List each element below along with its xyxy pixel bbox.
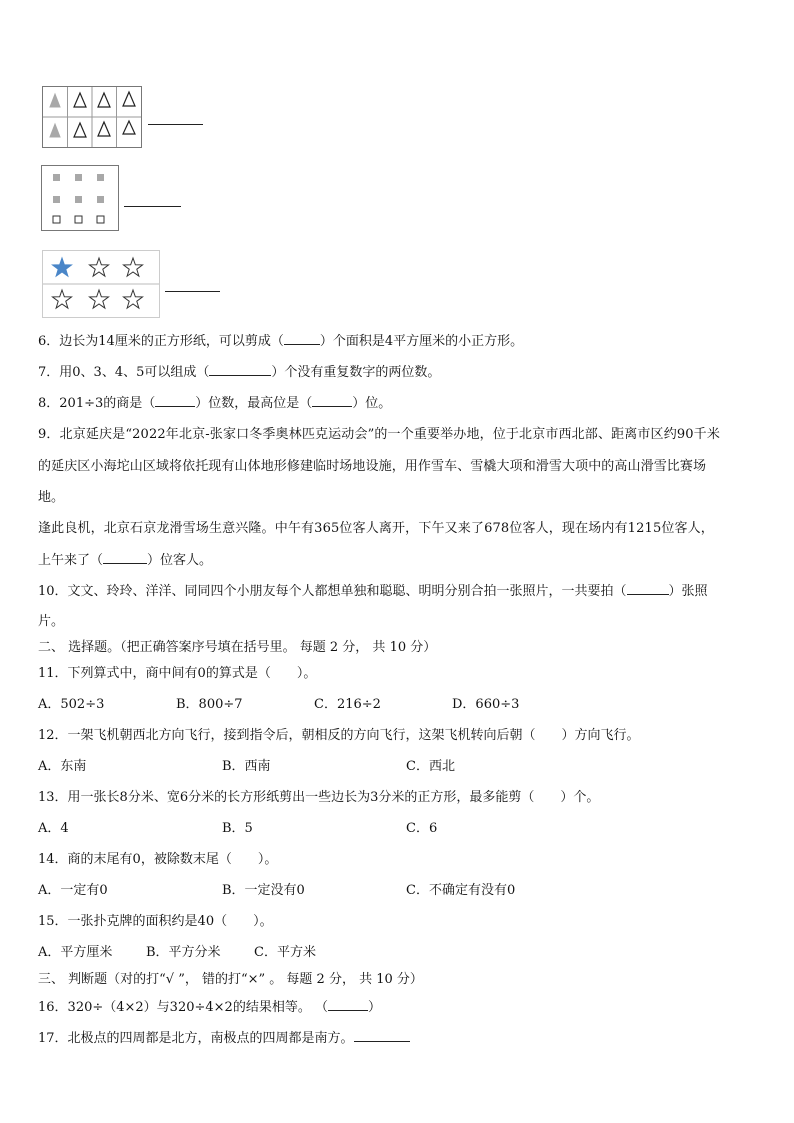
section-2-heading: 二、 选择题。（把正确答案序号填在括号里。 每题 2 分， 共 10 分） — [38, 640, 437, 655]
triangle-icon — [123, 121, 135, 134]
question-15-option-c[interactable]: C．平方米 — [254, 945, 316, 960]
answer-blank-2[interactable] — [124, 206, 181, 207]
star-icon — [123, 258, 142, 276]
question-13-option-a[interactable]: A．4 — [38, 821, 69, 836]
question-11-option-b[interactable]: B．800÷7 — [176, 697, 243, 712]
section-3-heading: 三、 判断题（对的打“√ ”， 错的打“×” 。 每题 2 分， 共 10 分） — [38, 972, 423, 987]
question-11-stem: 11．下列算式中，商中间有0的算式是（ ）。 — [38, 666, 317, 681]
square-icon — [97, 216, 104, 223]
square-grid-svg — [42, 166, 118, 230]
question-14-option-a[interactable]: A．一定有0 — [38, 883, 108, 898]
question-8: 8．201÷3的商是（ ）位数，最高位是（ ）位。 — [38, 396, 392, 411]
star-icon — [89, 290, 108, 308]
answer-blank-q6[interactable] — [284, 332, 320, 345]
square-icon — [75, 174, 82, 181]
question-16: 16．320÷（4×2）与320÷4×2的结果相等。 （ ） — [38, 1000, 381, 1015]
question-12-stem: 12．一架飞机朝西北方向飞行，接到指令后，朝相反的方向飞行，这架飞机转向后朝（ ）方向飞行。 — [38, 728, 640, 743]
square-icon — [53, 216, 60, 223]
question-13-option-c[interactable]: C．6 — [406, 821, 438, 836]
question-10-line-2: 片。 — [38, 614, 65, 629]
question-11-option-a[interactable]: A．502÷3 — [38, 697, 105, 712]
question-12-option-c[interactable]: C．西北 — [406, 759, 455, 774]
square-grid-figure — [41, 165, 119, 231]
triangle-icon — [50, 124, 60, 137]
answer-blank-q7[interactable] — [209, 363, 271, 376]
square-icon — [53, 174, 60, 181]
answer-blank-q10[interactable] — [627, 582, 669, 595]
question-13-stem: 13．用一张长8分米、宽6分米的长方形纸剪出一些边长为3分米的正方形，最多能剪（ ）个。 — [38, 790, 600, 805]
question-11-option-c[interactable]: C．216÷2 — [314, 697, 381, 712]
question-14-option-c[interactable]: C．不确定有没有0 — [406, 883, 516, 898]
question-9-line-1: 9．北京延庆是“2022年北京-张家口冬季奥林匹克运动会”的一个重要举办地，位于北京市西北部、距离市区约90千米 — [38, 427, 720, 442]
triangle-icon — [98, 122, 110, 136]
triangle-grid-svg — [43, 87, 141, 147]
square-icon — [53, 196, 60, 203]
question-7: 7．用0、3、4、5可以组成（ ）个没有重复数字的两位数。 — [38, 365, 441, 380]
question-9-line-5: 上午来了（ ）位客人。 — [38, 553, 213, 568]
star-grid-figure — [42, 250, 160, 318]
answer-blank-q9[interactable] — [103, 551, 147, 564]
question-9-line-2: 的延庆区小海坨山区域将依托现有山体地形修建临时场地设施，用作雪车、雪橇大项和滑雪大项中的高山滑雪比赛场 — [38, 459, 707, 474]
triangle-icon — [123, 92, 135, 106]
question-9-line-4: 逢此良机，北京石京龙滑雪场生意兴隆。中午有365位客人离开，下午又来了678位客人，现在场内有1215位客人， — [38, 521, 714, 536]
question-15-stem: 15．一张扑克牌的面积约是40（ ）。 — [38, 914, 273, 929]
question-9-line-3: 地。 — [38, 490, 65, 505]
star-icon — [89, 258, 108, 276]
question-15-option-b[interactable]: B．平方分米 — [146, 945, 221, 960]
triangle-icon — [74, 93, 86, 107]
answer-blank-q17[interactable] — [354, 1029, 410, 1042]
question-12-option-b[interactable]: B．西南 — [222, 759, 271, 774]
square-icon — [97, 196, 104, 203]
question-17: 17．北极点的四周都是北方，南极点的四周都是南方。 — [38, 1029, 410, 1048]
triangle-icon — [98, 93, 110, 107]
question-6: 6．边长为14厘米的正方形纸，可以剪成（ ）个面积是4平方厘米的小正方形。 — [38, 334, 524, 349]
question-10-line-1: 10．文文、玲玲、洋洋、同同四个小朋友每个人都想单独和聪聪、明明分别合拍一张照片，一共要拍（ ）张照 — [38, 584, 708, 599]
star-icon — [52, 290, 71, 308]
triangle-icon — [50, 94, 60, 107]
square-icon — [75, 196, 82, 203]
star-icon — [52, 258, 71, 276]
triangle-grid-figure — [42, 86, 142, 148]
question-14-stem: 14．商的末尾有0，被除数末尾（ ）。 — [38, 852, 278, 867]
answer-blank-1[interactable] — [148, 124, 203, 125]
question-12-option-a[interactable]: A．东南 — [38, 759, 87, 774]
question-13-option-b[interactable]: B．5 — [222, 821, 253, 836]
question-14-option-b[interactable]: B．一定没有0 — [222, 883, 305, 898]
answer-blank-q8-b[interactable] — [312, 394, 352, 407]
question-11-option-d[interactable]: D．660÷3 — [452, 697, 520, 712]
answer-blank-q16[interactable] — [328, 998, 368, 1011]
square-icon — [75, 216, 82, 223]
answer-blank-q8-a[interactable] — [155, 394, 195, 407]
star-icon — [123, 290, 142, 308]
star-grid-svg — [43, 251, 159, 317]
triangle-icon — [74, 123, 86, 137]
question-15-option-a[interactable]: A．平方厘米 — [38, 945, 113, 960]
square-icon — [97, 174, 104, 181]
answer-blank-3[interactable] — [165, 291, 220, 292]
